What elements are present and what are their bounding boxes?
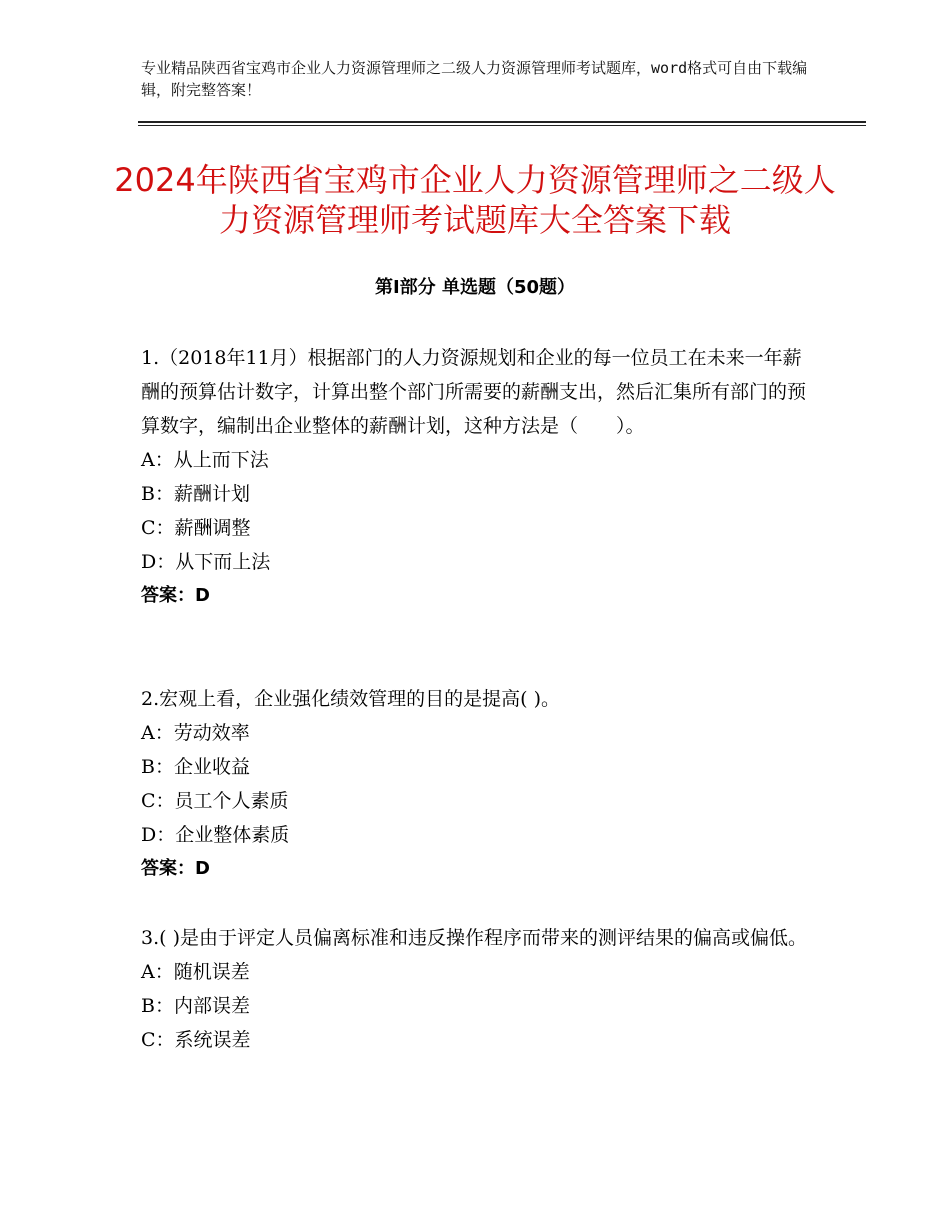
option-b: B：企业收益 <box>141 756 250 778</box>
option-b: B：薪酬计划 <box>141 483 250 505</box>
question-3 <box>141 921 811 1057</box>
option-a: A：从上而下法 <box>141 449 269 471</box>
question-text: 1.（2018年11月）根据部门的人力资源规划和企业的每一位员工在未来一年薪酬的预算估计数字，计算出整个部门所需要的薪酬支出，然后汇集所有部门的预算数字，编制出企业整体的薪酬计划，这种方法是（ ）。 <box>141 347 807 437</box>
question-text: 2.宏观上看，企业强化绩效管理的目的是提高( )。 <box>141 688 560 710</box>
header-divider <box>138 121 866 123</box>
answer: 答案：D <box>141 585 210 606</box>
option-d: D：从下而上法 <box>141 551 271 573</box>
document-title: 2024年陕西省宝鸡市企业人力资源管理师之二级人力资源管理师考试题库大全答案下载 <box>114 161 836 239</box>
question-1 <box>141 341 811 613</box>
question-text: 3.( )是由于评定人员偏离标准和违反操作程序而带来的测评结果的偏高或偏低。 <box>141 927 807 949</box>
option-a: A：随机误差 <box>141 961 250 983</box>
answer: 答案：D <box>141 858 210 879</box>
section-heading: 第Ⅰ部分 单选题（50题） <box>374 277 575 298</box>
header-note: 专业精品陕西省宝鸡市企业人力资源管理师之二级人力资源管理师考试题库，word格式可自由下载编辑，附完整答案！ <box>141 59 808 99</box>
question-2 <box>141 682 811 886</box>
option-d: D：企业整体素质 <box>141 824 290 846</box>
option-a: A：劳动效率 <box>141 722 250 744</box>
option-b: B：内部误差 <box>141 995 250 1017</box>
option-c: C：员工个人素质 <box>141 790 289 812</box>
header-divider-thin <box>138 125 866 126</box>
option-c: C：系统误差 <box>141 1029 251 1051</box>
option-c: C：薪酬调整 <box>141 517 251 539</box>
